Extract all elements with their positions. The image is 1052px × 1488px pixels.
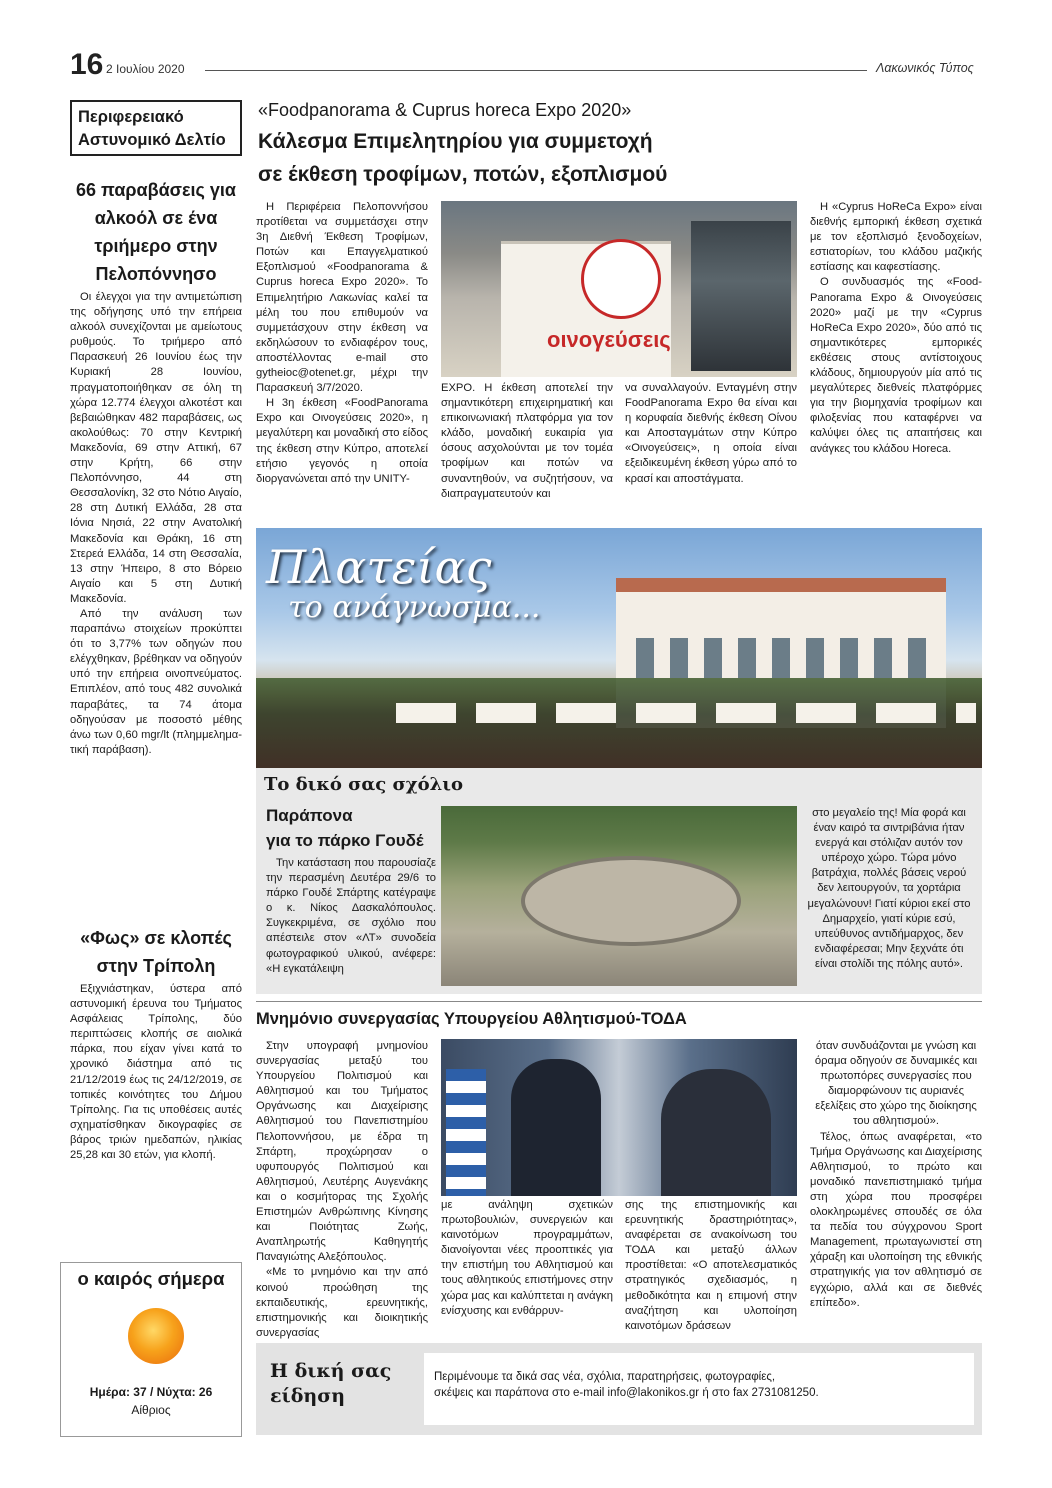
tripoli-article-body bbox=[70, 982, 242, 1163]
police-headline: 66 παραβάσεις για αλκοόλ σε ένα τριήμερο στην Πελοπόννησο bbox=[76, 180, 236, 284]
platia-title-line2: το ανάγνωσμα... bbox=[288, 590, 541, 625]
platia-banner-photo bbox=[256, 528, 982, 768]
comment-column-1 bbox=[266, 856, 436, 977]
police-paragraph: Από την ανάλυση των παραπάνω στοιχείων προκύπτει ότι το 3,77% των οδηγών που ελέγχθηκαν, βρέθηκαν να οδηγούν υπό την επήρεια οινοπνεύματος. Επιπλέον, από τους 482 συνολικά παραβάτες, τα 74 άτομα οδηγούσαν με ποσοστό μέθης άνω των 0,60 mgr/lt (πλημμεληματική παράβαση). bbox=[70, 607, 242, 756]
expo-column-3 bbox=[625, 381, 797, 487]
cafe-umbrellas bbox=[396, 703, 976, 723]
building-windows bbox=[636, 638, 926, 678]
expo-photo-logo: οινογεύσεις bbox=[547, 327, 671, 352]
police-article-body bbox=[70, 290, 242, 758]
memo-paragraph: «Με το μνημόνιο και την από κοινού προώθηση της εκπαιδευτικής, ερευνητικής, επιστημονικής και διοικητικής συνεργασίας bbox=[256, 1266, 428, 1339]
sun-icon bbox=[128, 1308, 184, 1364]
comment-section-title: Το δικό σας σχόλιο bbox=[264, 774, 463, 795]
police-section-label bbox=[70, 100, 242, 156]
tripoli-headline: «Φως» σε κλοπές στην Τρίπολη bbox=[80, 928, 232, 976]
expo-paragraph: Η «Cyprus HoReCa Expo» είναι διεθνής εμπορική έκθεση σχετικά με τον εξοπλισμό ξενοδοχείων, εστιατορίων, του κλάδου μαζικής εστίασης και καφεστίασης. bbox=[810, 201, 982, 274]
memo-paragraph: σης της επιστημονικής και ερευνητικής δραστηριότητας», αναφέρεται σε ανακοίνωση του ΤΟΔΑ και μεταξύ άλλων προστίθεται: «Ο αποτελεσματικός στρατηγικός σχεδιασμός, η μεθοδικότητα και η επιμονή στην αναζήτηση και υλοποίηση καινοτόμων δράσεων bbox=[625, 1199, 797, 1332]
expo-paragraph: να συναλλαγούν. Ενταγμένη στην FoodPanorama Expo θα είναι και η κορυφαία διεθνής έκθεση Οίνου και Αποσταγμάτων στην Κύπρο «Οινογεύσεις», η οποία είναι εξειδικευμένη έκθεση γύρω από το κρασί και αποστάγματα. bbox=[625, 382, 797, 485]
comment-column-2 bbox=[805, 806, 973, 972]
park-fountain-basin bbox=[521, 856, 741, 946]
your-news-box bbox=[256, 1343, 982, 1435]
police-paragraph: Οι έλεγχοι για την αντιμετώπιση της οδήγησης υπό την επήρεια αλκοόλ συνεχίζονται με αμείωτους ρυθμούς. Το τριήμερο από Παρασκευή 26 Ιουνίου έως την Κυριακή 28 Ιουνίου, πραγματοποιήθηκαν σε όλη τη χώρα 12.774 έλεγχοι αλκοτέστ και βεβαιώθηκαν 482 παραβάσεις, ως ακολούθως: 70 στην Κεντρική Μακεδονία, 69 στην Αττική, 67 στην Κρήτη, 66 στην Πελοπόννησο, 44 στη Θεσσαλονίκη, 32 στο Νότιο Αιγαίο, 28 στη Δυτική Ελλάδα, 28 στα Ιόνια Νησιά, 22 στην Ανατολική Μακεδονία και Θράκη, 16 στη Στερεά Ελλάδα, 14 στη Θεσσαλία, 13 στην Ήπειρο, 8 στο Βόρειο Αιγαίο και 5 στη Δυτική Μακεδονία. bbox=[70, 291, 242, 605]
memo-rule bbox=[256, 1001, 982, 1002]
expo-column-1 bbox=[256, 200, 428, 487]
memo-paragraph: Στην υπογραφή μνημονίου συνεργασίας μεταξύ του Υπουργείου Πολιτισμού και Αθλητισμού και του Τμήματος Οργάνωσης και Διαχείρισης Αθλητισμού του Πανεπιστημίου Πελοποννήσου, με έδρα τη Σπάρτη, προχώρησαν ο υφυπουργός Πολιτισμού και Αθλητισμού, Λευτέρης Αυγενάκης και ο κοσμήτορας της Σχολής Επιστημών Ανθρώπινης Κίνησης και Ποιότητας Ζωής, Αναπληρωτής Καθηγητής Παναγιώτης Αλεξόπουλος. bbox=[256, 1040, 428, 1264]
expo-headline bbox=[258, 125, 818, 191]
platia-title-line1: Πλατείας bbox=[266, 540, 492, 594]
comment-headline-line1: Παράπονα bbox=[266, 806, 353, 825]
foodpanorama-logo bbox=[581, 239, 661, 319]
expo-paragraph: Η 3η έκθεση «FoodPanorama Expo και Οινογεύσεις 2020», η μεγαλύτερη και μοναδική στο είδος της έκθεση στην Κύπρο, αποτελεί ετήσιο γεγονός η οποία διοργανώνεται από την UNITY- bbox=[256, 397, 428, 485]
weather-title: ο καιρός σήμερα bbox=[77, 1268, 225, 1289]
square-trees bbox=[256, 678, 982, 768]
memo-paragraph: με ανάληψη σχετικών πρωτοβουλιών, συνεργειών και καινοτόμων προγραμμάτων, διανοίγονται νέες προοπτικές για την επιστήμη του Αθλητισμού και τους αθλητικούς επιστήμονες στην χώρα μας και καλύπτεται η ανάγκη ενίσχυσης και ενθάρρυν- bbox=[441, 1199, 613, 1317]
tripoli-paragraph: Εξιχνιάστηκαν, ύστερα από αστυνομική έρευνα του Τμήματος Ασφάλειας Τρίπολης, δύο περιπτώσεις κλοπής σε αιολικά πάρκα, που είχαν γίνει κατά το χρονικό διάστημα από τις 21/12/2019 έως τις 24/12/2019, σε τοπικές κοινότητες του Δήμου Τρίπολης. Για τις υποθέσεις αυτές σχηματίσθηκαν δικογραφίες σε βάρος τριών ημεδαπών, ηλικίας 25,28 και 30 ετών, για κλοπή. bbox=[70, 983, 242, 1162]
comment-headline-line2: για το πάρκο Γουδέ bbox=[266, 831, 424, 850]
expo-headline-line1: Κάλεσμα Επιμελητηρίου για συμμετοχή bbox=[258, 130, 653, 153]
expo-shelf bbox=[691, 221, 791, 371]
expo-paragraph: Η Περιφέρεια Πελοποννήσου προτίθεται να συμμετάσχει στην 3η Διεθνή Έκθεση Τροφίμων, Ποτών και Επαγγελματικού Εξοπλισμού «Foodpanorama & Cuprus horeca Expo 2020». Το Επιμελητήριο Λακωνίας καλεί τα μέλη του που επιθυμούν να συμμετάσχουν στην έκθεση να εκδηλώσουν το ενδιαφέρον τους, αποστέλλοντας e-mail στο gytheioc@otenet.gr, μέχρι την Παρασκευή 3/7/2020. bbox=[256, 201, 428, 395]
comment-paragraph: στο μεγαλείο της! Μία φορά και έναν καιρό τα σιντριβάνια ήταν ενεργά και στόλιζαν αυτόν τον υπέροχο χώρο. Τώρα μόνο βατράχια, πολλές βάσεις νερού δεν λειτουργούν, τα χορτάρια μεγαλώνουν! Γιατί κύριοι εκεί στο Δημαρχείο, γιατί κύριε εσύ, υπεύθυνος αντιδήμαρχος, δεν ενδιαφέρεσαι; Μην ξεχνάτε ότι είναι στολίδι της πόλης αυτό». bbox=[807, 807, 971, 970]
comment-paragraph: Την κατάσταση που παρουσίαζε την περασμένη Δευτέρα 29/6 το πάρκο Γουδέ Σπάρτης κατέγραψε ο κ. Νίκος Δασκαλόπουλος. Συγκεκριμένα, σε σχόλιο που απέστειλε στον «ΛΤ» συνοδεία φωτογραφικού υλικού, ανέφερε: «Η εγκατάλειψη bbox=[266, 857, 436, 975]
expo-column-4 bbox=[810, 200, 982, 457]
deputy-minister-figure bbox=[511, 1059, 601, 1196]
your-news-text bbox=[424, 1353, 974, 1425]
expo-headline-line2: σε έκθεση τροφίμων, ποτών, εξοπλισμού bbox=[258, 163, 668, 186]
park-goude-photo bbox=[441, 806, 797, 986]
expo-paragraph: Ο συνδυασμός της «Food-Panorama Expo & Οινογεύσεις 2020» μαζί με την «Cyprus HoReCa Expo 2020», δύο από τις σημαντικότερες εμπορικές εκθέσεις στους αντίστοιχους κλάδους, δημιουργούν μία από τις μεγαλύτερες διεθνείς πλατφόρμες για την βιομηχανία τροφίμων και φιλοξενίας που καταφέρνει να καλύψει όλες τις απαιτήσεις και ανάγκες του κλάδου Horeca. bbox=[810, 276, 982, 455]
newspaper-name: Λακωνικός Τύπος bbox=[876, 61, 974, 75]
memo-paragraph: όταν συνδυάζονται με γνώση και όραμα οδηγούν σε δυναμικές και πρωτοπόρες συνεργασίες που διαμορφώνουν τις αυριανές εξελίξεις στο χώρο της διοίκησης του αθλητισμού». bbox=[814, 1040, 978, 1128]
expo-paragraph: EXPO. Η έκθεση αποτελεί την σημαντικότερη επιχειρηματική και επικοινωνιακή πλατφόρμα για τον κλάδο, μοναδική ευκαιρία για όσους ασχολούνται με τον τομέα τροφίμων και ποτών να συναντηθούν, να συζητήσουν, να διαπραγματευτούν και bbox=[441, 382, 613, 500]
your-news-line2: σκέψεις και παράπονα στο e-mail info@lakonikos.gr ή στο fax 2731081250. bbox=[434, 1387, 819, 1399]
page-number: 16 bbox=[70, 48, 104, 81]
weather-temperatures: Ημέρα: 37 / Νύχτα: 26 bbox=[89, 1385, 213, 1399]
your-news-title: Η δική σας είδηση bbox=[270, 1360, 392, 1407]
your-news-line1: Περιμένουμε τα δικά σας νέα, σχόλια, παρατηρήσεις, φωτογραφίες, bbox=[434, 1371, 776, 1383]
memo-column-4 bbox=[810, 1039, 982, 1311]
memo-column-2 bbox=[441, 1198, 613, 1319]
memo-signing-photo bbox=[441, 1039, 797, 1196]
police-section-line1: Περιφερειακό bbox=[78, 108, 184, 126]
police-section-line2: Αστυνομικό Δελτίο bbox=[78, 131, 226, 149]
header-rule bbox=[205, 70, 867, 71]
dean-figure bbox=[661, 1069, 771, 1196]
expo-column-2 bbox=[441, 381, 613, 502]
memo-paragraph: Τέλος, όπως αναφέρεται, «το Τμήμα Οργάνωσης και Διαχείρισης Αθλητισμού, το πρώτο και μοναδικό πανεπιστημιακό τμήμα στη χώρα που προσφέρει ολοκληρωμένες σπουδές σε όλα τα πεδία του σύγχρονου Sport Management, πρωταγωνιστεί στη χάραξη και υλοποίηση της εθνικής στρατηγικής για τον αθλητισμό σε εγχώριο, αλλά και σε διεθνές επίπεδο». bbox=[810, 1130, 982, 1309]
memo-column-3 bbox=[625, 1198, 797, 1334]
page-date: 2 Ιουλίου 2020 bbox=[106, 62, 185, 76]
expo-booth-photo bbox=[441, 201, 797, 377]
expo-kicker: «Foodpanorama & Cuprus horeca Expo 2020» bbox=[258, 100, 632, 120]
weather-condition: Αίθριος bbox=[131, 1403, 171, 1417]
comment-headline bbox=[266, 803, 436, 853]
memo-column-1 bbox=[256, 1039, 428, 1341]
memo-headline: Μνημόνιο συνεργασίας Υπουργείου Αθλητισμού-ΤΟΔΑ bbox=[256, 1010, 687, 1028]
greek-flag bbox=[446, 1069, 486, 1196]
